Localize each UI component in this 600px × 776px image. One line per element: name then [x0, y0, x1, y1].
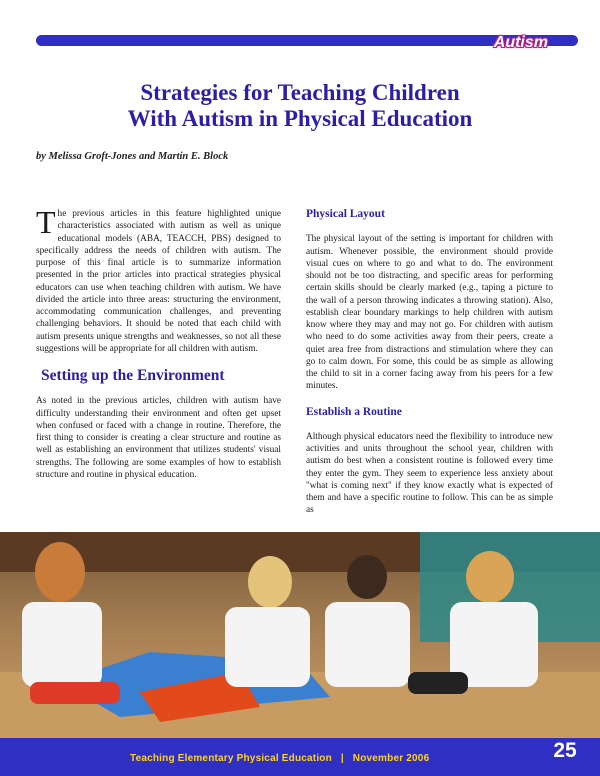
environment-paragraph: As noted in the previous articles, children with autism have difficulty understanding their environment and often get upset when confused or faced with a change in routine. Therefore, the first thing to consider is creating a clear structure and routine as well as establishing an environment that utilizes students' visual strengths. The following are some examples of how to establish structure and routine in physical education. — [36, 396, 281, 480]
byline: by Melissa Groft-Jones and Martin E. Block — [36, 151, 229, 162]
footer-journal-info — [130, 753, 429, 764]
intro-text: he previous articles in this feature highlighted unique characteristics associated with autism as well as unique educational models (ABA, TEACCH, PBS) designed to specifically address the needs of children with autism. The purpose of this final article is to summarize information presented in the prior articles into practical strategies physical educators can use when teaching children with autism. We have divided the article into three areas: structuring the environment, accommodating communication challenges, and preventing challenging behaviors. It should be noted that each child with autism presents unique strengths and weaknesses, so not all these suggestions will be appropriate for all children with autism. — [36, 209, 281, 354]
footer-separator: | — [340, 753, 344, 764]
heading-setting-up-environment: Setting up the Environment — [41, 367, 225, 384]
footer-bar — [0, 738, 600, 776]
routine-paragraph: Although physical educators need the flexibility to introduce new activities and units throughout the school year, children with autism do best when a consistent routine is followed every time they enter the gym. They seem to experience less anxiety about "what is coming next" if they know exactly what is expected of them and have a specific routine to follow. This can be as simple as — [306, 431, 553, 516]
drop-cap: T — [36, 204, 56, 240]
article-title — [0, 80, 600, 132]
gym-photo-children-stretching — [0, 532, 600, 738]
journal-name: Teaching Elementary Physical Education — [130, 753, 332, 764]
column-right — [306, 208, 553, 517]
issue-date: November 2006 — [352, 753, 430, 764]
heading-physical-layout: Physical Layout — [306, 208, 385, 220]
physical-layout-paragraph: The physical layout of the setting is important for children with autism. Whenever possible, the environment should provide visual cues on where to go and what to do. The environment should not be too distracting, and specific areas for performing certain skills should be clearly marked (e.g., taping a picture to the wall of a person throwing indicates a throwing station). Also, establish clear boundary markings to help children with autism know where they may and may not go. For children with autism who need to do some activities away from their peers, create a quiet area free from distractions and stimulation where they can go to calm down. For some, this could be as simple as allowing the child to sit in a corner facing away from his peers for a few minutes. — [306, 234, 553, 392]
column-left — [36, 204, 281, 481]
heading-establish-routine: Establish a Routine — [306, 405, 402, 418]
title-line-1: Strategies for Teaching Children — [140, 80, 460, 105]
page-number: 25 — [553, 739, 577, 762]
intro-paragraph — [36, 204, 281, 355]
section-tag: Autism — [493, 34, 548, 51]
photo-illustration — [0, 532, 600, 738]
title-line-2: With Autism in Physical Education — [127, 106, 473, 131]
